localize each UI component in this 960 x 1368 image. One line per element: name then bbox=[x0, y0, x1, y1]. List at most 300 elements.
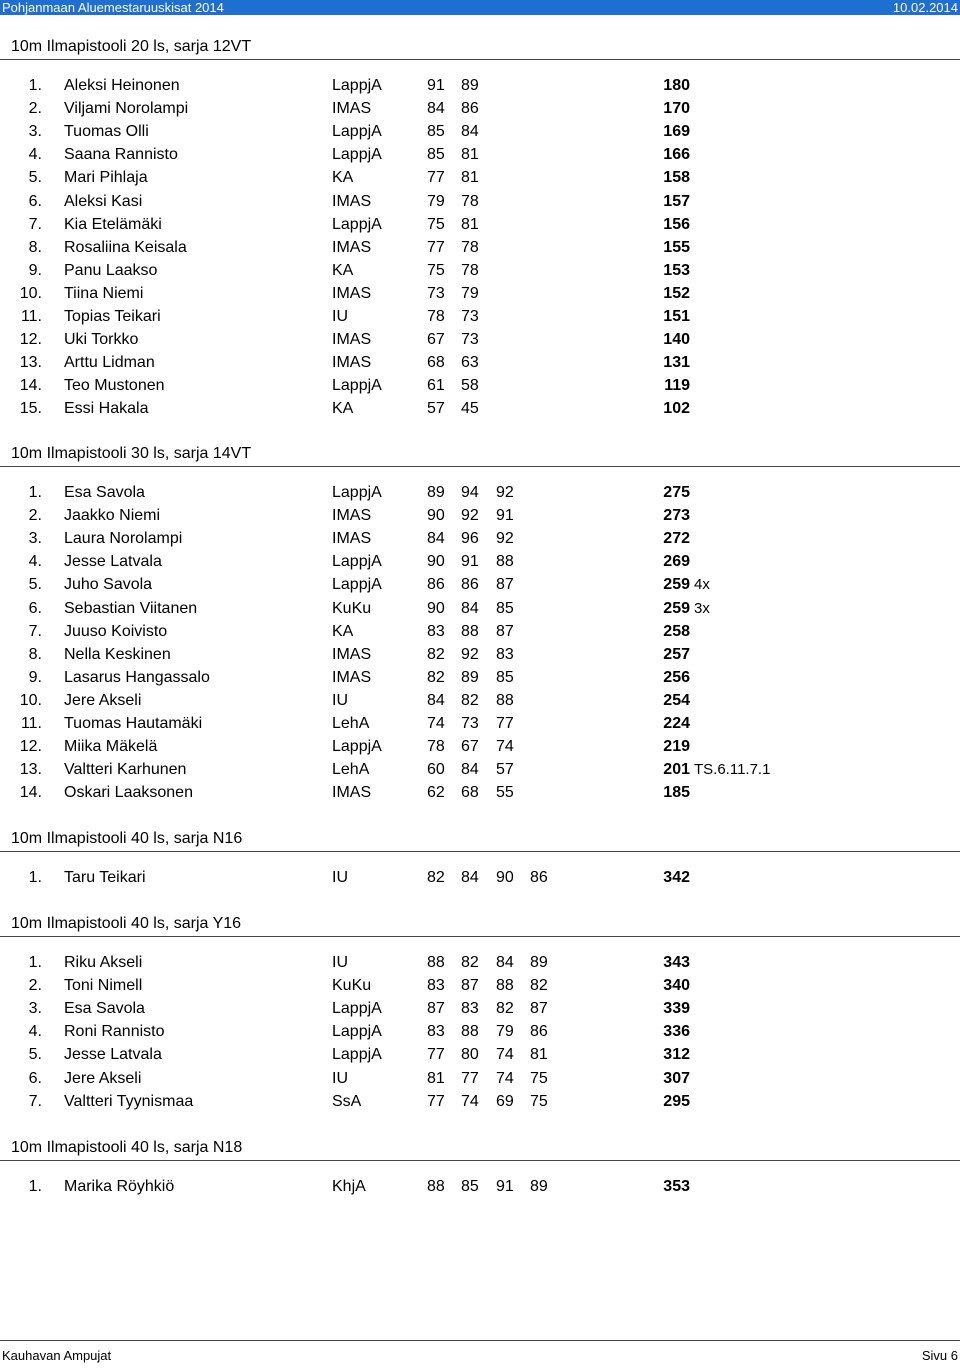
result-row bbox=[0, 260, 960, 282]
event-title: Pohjanmaan Aluemestaruuskisat 2014 bbox=[2, 0, 224, 15]
total-score: 273 bbox=[663, 507, 690, 525]
rank: 5. bbox=[28, 576, 42, 594]
club: KA bbox=[332, 169, 354, 187]
club: IMAS bbox=[332, 100, 372, 118]
series-score: 68 bbox=[427, 354, 445, 372]
club: IMAS bbox=[332, 784, 372, 802]
club: IMAS bbox=[332, 668, 372, 686]
series-score: 67 bbox=[461, 738, 479, 756]
series-score: 85 bbox=[496, 668, 514, 686]
series-score: 73 bbox=[427, 284, 445, 302]
series-score: 91 bbox=[496, 507, 514, 525]
club: LehA bbox=[332, 715, 370, 732]
series-score: 80 bbox=[461, 1046, 479, 1064]
total-score: 259 bbox=[663, 576, 690, 594]
total-score: 336 bbox=[663, 1023, 690, 1041]
series-score: 96 bbox=[461, 530, 479, 548]
shooter-name: Esa Savola bbox=[64, 1000, 145, 1018]
series-score: 78 bbox=[461, 238, 479, 256]
rank: 14. bbox=[19, 377, 42, 395]
result-row bbox=[0, 644, 960, 666]
total-score: 295 bbox=[663, 1092, 690, 1110]
total-score: 256 bbox=[663, 668, 690, 686]
series-score: 57 bbox=[496, 761, 514, 779]
series-score: 85 bbox=[496, 599, 514, 617]
shooter-name: Marika Röyhkiö bbox=[64, 1178, 175, 1195]
series-score: 89 bbox=[461, 77, 479, 94]
club: LappjA bbox=[332, 146, 382, 164]
page-number: Sivu 6 bbox=[921, 1348, 958, 1363]
result-row bbox=[0, 759, 960, 781]
series-score: 75 bbox=[427, 215, 445, 233]
rank: 14. bbox=[19, 784, 42, 802]
club: LappjA bbox=[332, 215, 382, 233]
series-score: 91 bbox=[496, 1178, 514, 1195]
rank: 3. bbox=[28, 1000, 42, 1018]
rank: 6. bbox=[28, 192, 42, 210]
rank: 12. bbox=[19, 331, 42, 349]
shooter-name: Kia Etelämäki bbox=[64, 215, 162, 233]
series-score: 82 bbox=[530, 977, 548, 995]
series-score: 73 bbox=[461, 308, 479, 325]
series-score: 92 bbox=[461, 645, 479, 663]
result-row bbox=[0, 167, 960, 189]
rank: 10. bbox=[19, 284, 42, 302]
shooter-name: Riku Akseli bbox=[64, 954, 143, 971]
result-row bbox=[0, 667, 960, 689]
shooter-name: Panu Laakso bbox=[64, 261, 158, 279]
series-score: 88 bbox=[427, 954, 445, 971]
series-score: 87 bbox=[496, 576, 514, 594]
series-score: 88 bbox=[461, 1023, 479, 1041]
rank: 1. bbox=[28, 77, 42, 94]
shooter-name: Laura Norolampi bbox=[64, 530, 183, 548]
series-score: 85 bbox=[427, 123, 445, 141]
series-score: 92 bbox=[496, 484, 514, 501]
section-title: 10m Ilmapistooli 40 ls, sarja N16 bbox=[11, 830, 243, 847]
total-score: 201 bbox=[663, 761, 690, 779]
club: LappjA bbox=[332, 1000, 382, 1018]
rank: 7. bbox=[28, 1092, 42, 1110]
result-row bbox=[0, 528, 960, 550]
result-row bbox=[0, 98, 960, 120]
series-score: 84 bbox=[496, 954, 514, 971]
club: IMAS bbox=[332, 192, 372, 210]
shooter-name: Nella Keskinen bbox=[64, 645, 171, 663]
total-score: 312 bbox=[663, 1046, 690, 1064]
shooter-name: Jesse Latvala bbox=[64, 1046, 162, 1064]
shooter-name: Essi Hakala bbox=[64, 400, 149, 418]
club: IU bbox=[332, 691, 348, 709]
series-score: 90 bbox=[427, 507, 445, 525]
series-score: 82 bbox=[496, 1000, 514, 1018]
total-score: 155 bbox=[663, 238, 690, 256]
series-score: 62 bbox=[427, 784, 445, 802]
series-score: 63 bbox=[461, 354, 479, 372]
result-row bbox=[0, 352, 960, 374]
club: LappjA bbox=[332, 77, 382, 94]
club: IMAS bbox=[332, 645, 372, 663]
rank: 4. bbox=[28, 1023, 42, 1041]
shooter-name: Taru Teikari bbox=[64, 869, 146, 886]
rank: 1. bbox=[28, 954, 42, 971]
total-score: 156 bbox=[663, 215, 690, 233]
event-date: 10.02.2014 bbox=[892, 0, 958, 15]
club: LappjA bbox=[332, 1023, 382, 1041]
series-score: 88 bbox=[496, 691, 514, 709]
series-score: 86 bbox=[530, 869, 548, 886]
shooter-name: Tuomas Olli bbox=[64, 123, 149, 141]
series-score: 89 bbox=[461, 668, 479, 686]
rank: 7. bbox=[28, 215, 42, 233]
series-score: 83 bbox=[461, 1000, 479, 1018]
page-header-bar bbox=[0, 0, 960, 15]
total-score: 272 bbox=[663, 530, 690, 548]
series-score: 82 bbox=[427, 869, 445, 886]
series-score: 83 bbox=[496, 645, 514, 663]
total-score: 157 bbox=[663, 192, 690, 210]
series-score: 89 bbox=[427, 484, 445, 501]
total-score: 340 bbox=[663, 977, 690, 995]
rank: 9. bbox=[28, 261, 42, 279]
series-score: 91 bbox=[427, 77, 445, 94]
series-score: 78 bbox=[461, 192, 479, 210]
result-row bbox=[0, 1176, 960, 1198]
series-score: 87 bbox=[461, 977, 479, 995]
club: IMAS bbox=[332, 331, 372, 349]
series-score: 90 bbox=[496, 869, 514, 886]
series-score: 87 bbox=[496, 622, 514, 640]
club: SsA bbox=[332, 1092, 362, 1110]
series-score: 81 bbox=[461, 215, 479, 233]
total-score: 339 bbox=[663, 1000, 690, 1018]
total-score: 275 bbox=[663, 484, 690, 501]
series-score: 81 bbox=[530, 1046, 548, 1064]
total-score: 219 bbox=[663, 738, 690, 756]
result-row bbox=[0, 505, 960, 527]
series-score: 94 bbox=[461, 484, 479, 501]
club: IU bbox=[332, 869, 348, 886]
total-score: 169 bbox=[663, 123, 690, 141]
club: LappjA bbox=[332, 484, 382, 501]
series-score: 85 bbox=[427, 146, 445, 164]
club: LappjA bbox=[332, 377, 382, 395]
shooter-name: Saana Rannisto bbox=[64, 146, 178, 164]
club: KA bbox=[332, 622, 354, 640]
shooter-name: Oskari Laaksonen bbox=[64, 784, 193, 802]
shooter-name: Uki Torkko bbox=[64, 331, 139, 349]
series-score: 77 bbox=[427, 1046, 445, 1064]
rank: 11. bbox=[20, 715, 42, 732]
series-score: 83 bbox=[427, 622, 445, 640]
series-score: 89 bbox=[530, 954, 548, 971]
club: IMAS bbox=[332, 507, 372, 525]
series-score: 87 bbox=[530, 1000, 548, 1018]
series-score: 74 bbox=[496, 1046, 514, 1064]
rank: 3. bbox=[28, 123, 42, 141]
total-score: 307 bbox=[663, 1069, 690, 1087]
series-score: 88 bbox=[427, 1178, 445, 1195]
total-score: 258 bbox=[663, 622, 690, 640]
series-score: 82 bbox=[461, 691, 479, 709]
series-score: 60 bbox=[427, 761, 445, 779]
section-divider bbox=[0, 59, 960, 60]
page-footer bbox=[0, 1340, 960, 1366]
club: IMAS bbox=[332, 530, 372, 548]
total-score: 166 bbox=[663, 146, 690, 164]
series-score: 75 bbox=[530, 1092, 548, 1110]
rank: 6. bbox=[28, 1069, 42, 1087]
result-row bbox=[0, 713, 960, 735]
result-row bbox=[0, 398, 960, 420]
series-score: 74 bbox=[427, 715, 445, 732]
series-score: 86 bbox=[530, 1023, 548, 1041]
rank: 7. bbox=[28, 622, 42, 640]
shooter-name: Arttu Lidman bbox=[64, 354, 155, 372]
series-score: 79 bbox=[427, 192, 445, 210]
club: KhjA bbox=[332, 1178, 366, 1195]
series-score: 74 bbox=[461, 1092, 479, 1110]
club: IU bbox=[332, 1069, 348, 1087]
rank: 13. bbox=[19, 354, 42, 372]
series-score: 67 bbox=[427, 331, 445, 349]
club: LappjA bbox=[332, 738, 382, 756]
series-score: 89 bbox=[530, 1178, 548, 1195]
section-divider bbox=[0, 466, 960, 467]
rank: 4. bbox=[28, 146, 42, 164]
series-score: 81 bbox=[461, 146, 479, 164]
series-score: 90 bbox=[427, 553, 445, 571]
shooter-name: Aleksi Heinonen bbox=[64, 77, 180, 94]
result-row bbox=[0, 998, 960, 1020]
result-row bbox=[0, 782, 960, 804]
total-score: 269 bbox=[663, 553, 690, 571]
total-score: 257 bbox=[663, 645, 690, 663]
series-score: 88 bbox=[461, 622, 479, 640]
shooter-name: Valtteri Karhunen bbox=[64, 761, 187, 779]
club: LappjA bbox=[332, 123, 382, 141]
result-row bbox=[0, 144, 960, 166]
shooter-name: Toni Nimell bbox=[64, 977, 143, 995]
series-score: 92 bbox=[461, 507, 479, 525]
shooter-name: Teo Mustonen bbox=[64, 377, 165, 395]
shooter-name: Topias Teikari bbox=[64, 308, 161, 325]
series-score: 77 bbox=[496, 715, 514, 732]
series-score: 77 bbox=[461, 1069, 479, 1087]
result-row bbox=[0, 482, 960, 504]
total-score: 343 bbox=[663, 954, 690, 971]
club: IU bbox=[332, 308, 348, 325]
section-title: 10m Ilmapistooli 40 ls, sarja Y16 bbox=[11, 915, 242, 932]
rank: 1. bbox=[28, 484, 42, 501]
total-score: 342 bbox=[663, 869, 690, 886]
rank: 3. bbox=[28, 530, 42, 548]
total-score: 170 bbox=[663, 100, 690, 118]
result-row bbox=[0, 867, 960, 889]
total-score: 102 bbox=[663, 400, 690, 418]
shooter-name: Valtteri Tyynismaa bbox=[64, 1092, 194, 1110]
total-score: 152 bbox=[663, 284, 690, 302]
series-score: 87 bbox=[427, 1000, 445, 1018]
result-row bbox=[0, 1044, 960, 1066]
series-score: 84 bbox=[461, 869, 479, 886]
section-divider bbox=[0, 851, 960, 852]
total-score: 180 bbox=[663, 77, 690, 94]
result-row bbox=[0, 191, 960, 213]
series-score: 74 bbox=[496, 1069, 514, 1087]
rank: 8. bbox=[28, 238, 42, 256]
rank: 1. bbox=[28, 869, 42, 886]
series-score: 86 bbox=[461, 576, 479, 594]
series-score: 83 bbox=[427, 1023, 445, 1041]
shooter-name: Jesse Latvala bbox=[64, 553, 162, 571]
series-score: 81 bbox=[461, 169, 479, 187]
section-title: 10m Ilmapistooli 20 ls, sarja 12VT bbox=[11, 38, 252, 55]
series-score: 92 bbox=[496, 530, 514, 548]
result-row bbox=[0, 736, 960, 758]
series-score: 91 bbox=[461, 553, 479, 571]
club: KA bbox=[332, 261, 354, 279]
series-score: 77 bbox=[427, 1092, 445, 1110]
club: LappjA bbox=[332, 576, 382, 594]
total-score: 185 bbox=[663, 784, 690, 802]
result-row bbox=[0, 574, 960, 596]
series-score: 82 bbox=[427, 645, 445, 663]
shooter-name: Roni Rannisto bbox=[64, 1023, 165, 1041]
result-row bbox=[0, 237, 960, 259]
result-row bbox=[0, 598, 960, 620]
series-score: 69 bbox=[496, 1092, 514, 1110]
series-score: 88 bbox=[496, 553, 514, 571]
series-score: 84 bbox=[461, 599, 479, 617]
series-score: 84 bbox=[461, 761, 479, 779]
series-score: 83 bbox=[427, 977, 445, 995]
rank: 2. bbox=[28, 977, 42, 995]
total-score: 153 bbox=[663, 261, 690, 279]
total-score: 254 bbox=[663, 691, 690, 709]
series-score: 85 bbox=[461, 1178, 479, 1195]
series-score: 73 bbox=[461, 715, 479, 732]
tiebreak-note: 4x bbox=[694, 576, 710, 594]
series-score: 88 bbox=[496, 977, 514, 995]
shooter-name: Jere Akseli bbox=[64, 1069, 142, 1087]
series-score: 77 bbox=[427, 238, 445, 256]
rank: 2. bbox=[28, 100, 42, 118]
series-score: 84 bbox=[427, 691, 445, 709]
series-score: 90 bbox=[427, 599, 445, 617]
total-score: 119 bbox=[664, 377, 690, 395]
rank: 11. bbox=[20, 308, 42, 325]
total-score: 158 bbox=[663, 169, 690, 187]
series-score: 81 bbox=[427, 1069, 445, 1087]
result-row bbox=[0, 551, 960, 573]
rank: 4. bbox=[28, 553, 42, 571]
shooter-name: Jere Akseli bbox=[64, 691, 142, 709]
series-score: 58 bbox=[461, 377, 479, 395]
club: IMAS bbox=[332, 354, 372, 372]
result-row bbox=[0, 952, 960, 974]
shooter-name: Miika Mäkelä bbox=[64, 738, 158, 756]
series-score: 77 bbox=[427, 169, 445, 187]
series-score: 84 bbox=[427, 100, 445, 118]
tiebreak-note: 3x bbox=[694, 599, 710, 617]
shooter-name: Lasarus Hangassalo bbox=[64, 668, 210, 686]
shooter-name: Tiina Niemi bbox=[64, 284, 144, 302]
result-row bbox=[0, 1021, 960, 1043]
club: LappjA bbox=[332, 553, 382, 571]
series-score: 84 bbox=[427, 530, 445, 548]
club: KuKu bbox=[332, 599, 372, 617]
rank: 2. bbox=[28, 507, 42, 525]
series-score: 78 bbox=[427, 308, 445, 325]
shooter-name: Juuso Koivisto bbox=[64, 622, 168, 640]
total-score: 140 bbox=[663, 331, 690, 349]
shooter-name: Esa Savola bbox=[64, 484, 145, 501]
club: IMAS bbox=[332, 238, 372, 256]
rank: 1. bbox=[28, 1178, 42, 1195]
shooter-name: Aleksi Kasi bbox=[64, 192, 143, 210]
club: KA bbox=[332, 400, 354, 418]
section-title: 10m Ilmapistooli 30 ls, sarja 14VT bbox=[11, 445, 252, 462]
shooter-name: Viljami Norolampi bbox=[64, 100, 189, 118]
series-score: 82 bbox=[427, 668, 445, 686]
result-row bbox=[0, 1091, 960, 1113]
rank: 9. bbox=[28, 668, 42, 686]
series-score: 79 bbox=[496, 1023, 514, 1041]
series-score: 75 bbox=[427, 261, 445, 279]
rank: 5. bbox=[28, 1046, 42, 1064]
shooter-name: Rosaliina Keisala bbox=[64, 238, 187, 256]
rank: 5. bbox=[28, 169, 42, 187]
result-row bbox=[0, 214, 960, 236]
section-divider bbox=[0, 1160, 960, 1161]
rank: 12. bbox=[19, 738, 42, 756]
club: IU bbox=[332, 954, 348, 971]
total-score: 259 bbox=[663, 599, 690, 617]
result-row bbox=[0, 690, 960, 712]
result-row bbox=[0, 329, 960, 351]
series-score: 86 bbox=[427, 576, 445, 594]
result-row bbox=[0, 375, 960, 397]
club: LappjA bbox=[332, 1046, 382, 1064]
rank: 15. bbox=[19, 400, 42, 418]
series-score: 74 bbox=[496, 738, 514, 756]
club: IMAS bbox=[332, 284, 372, 302]
tiebreak-note: TS.6.11.7.1 bbox=[694, 761, 771, 779]
organizer-name: Kauhavan Ampujat bbox=[2, 1348, 112, 1363]
series-score: 78 bbox=[461, 261, 479, 279]
shooter-name: Mari Pihlaja bbox=[64, 169, 148, 187]
result-row bbox=[0, 306, 960, 328]
result-row bbox=[0, 75, 960, 97]
total-score: 131 bbox=[663, 354, 690, 372]
series-score: 75 bbox=[530, 1069, 548, 1087]
section-divider bbox=[0, 936, 960, 937]
series-score: 73 bbox=[461, 331, 479, 349]
series-score: 79 bbox=[461, 284, 479, 302]
rank: 13. bbox=[19, 761, 42, 779]
series-score: 78 bbox=[427, 738, 445, 756]
result-row bbox=[0, 975, 960, 997]
rank: 6. bbox=[28, 599, 42, 617]
series-score: 55 bbox=[496, 784, 514, 802]
result-row bbox=[0, 121, 960, 143]
shooter-name: Sebastian Viitanen bbox=[64, 599, 198, 617]
series-score: 84 bbox=[461, 123, 479, 141]
club: LehA bbox=[332, 761, 370, 779]
shooter-name: Jaakko Niemi bbox=[64, 507, 161, 525]
series-score: 61 bbox=[427, 377, 445, 395]
